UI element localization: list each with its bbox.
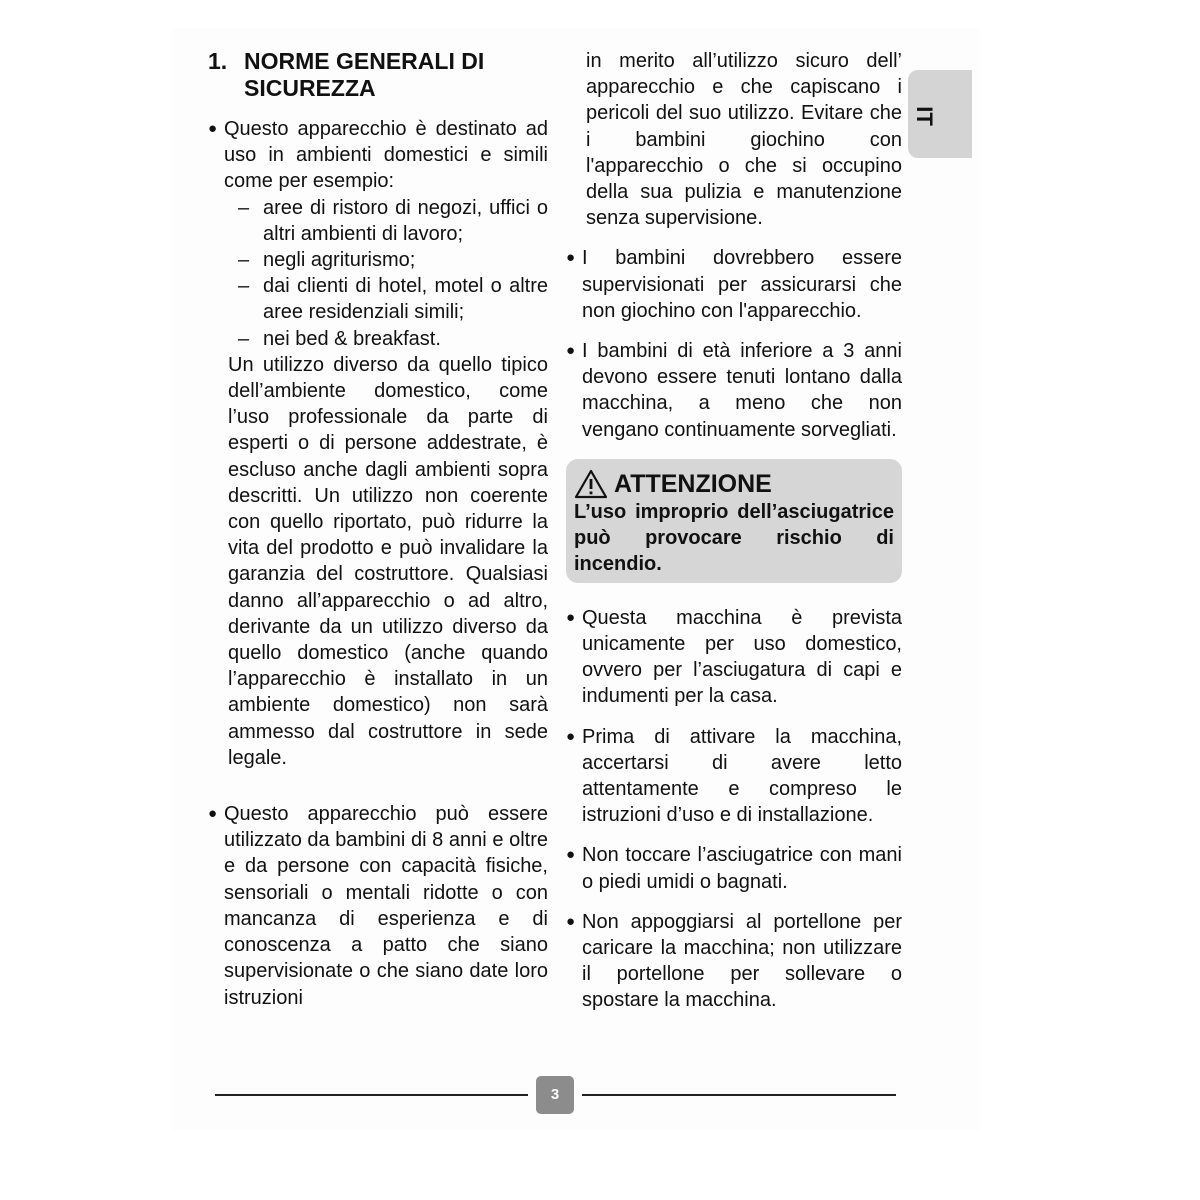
page-number: 3 bbox=[536, 1076, 574, 1114]
right-column bbox=[566, 48, 902, 1014]
warning-heading-text: ATTENZIONE bbox=[614, 469, 772, 498]
section-title bbox=[208, 48, 548, 102]
section-title-text: NORME GENERALI DI SICUREZZA bbox=[244, 48, 485, 101]
bullet-text: Questo apparecchio è destinato ad uso in ambienti domestici e simili come per esempio: bbox=[224, 118, 548, 193]
bullet-icon: ● bbox=[208, 120, 218, 137]
footer-rule-right bbox=[582, 1094, 896, 1096]
bullet-text: Non toccare l’asciugatrice con mani o piedi umidi o bagnati. bbox=[582, 844, 902, 893]
bullet-icon: ● bbox=[566, 249, 576, 267]
left-column bbox=[208, 48, 548, 1011]
bullet-icon: ● bbox=[566, 912, 576, 930]
section-number: 1. bbox=[208, 48, 228, 74]
language-tab-label: IT bbox=[912, 106, 937, 126]
list-item bbox=[566, 842, 902, 894]
list-item bbox=[566, 245, 902, 324]
body-paragraph: Un utilizzo diverso da quello tipico dell’ambiente domestico, come l’uso professionale da parte di esperti o di persone addestrate, è escluso anche dagli ambienti sopra descritti. Un utilizzo non coerente con quello riportato, può ridurre la vita del prodotto e può invalidare la garanzia del costruttore. Qualsiasi danno all’apparecchio o ad altro, derivante da un utilizzo diverso da quello domestico (anche quando l’apparecchio è installato in un ambiente domestico) non sarà ammesso dal costruttore in sede legale. bbox=[228, 353, 548, 769]
bullet-icon: ● bbox=[566, 727, 576, 745]
bullet-icon: ● bbox=[208, 805, 218, 823]
list-item bbox=[566, 909, 902, 1014]
dash-item: – negli agriturismo; bbox=[238, 247, 548, 273]
bullet-text: Questa macchina è prevista unicamente per uso domestico, ovvero per l’asciugatura di capi e indumenti per la casa. bbox=[582, 606, 902, 708]
dash-list bbox=[208, 195, 548, 352]
warning-triangle-icon bbox=[574, 469, 608, 499]
list-item bbox=[566, 605, 902, 710]
dash-icon: – bbox=[238, 275, 250, 298]
list-item bbox=[566, 724, 902, 829]
dash-icon: – bbox=[238, 249, 250, 272]
warning-box bbox=[566, 459, 902, 583]
warning-heading bbox=[574, 469, 894, 499]
dash-icon: – bbox=[238, 327, 250, 350]
list-item bbox=[208, 116, 548, 195]
bullet-text: Non appoggiarsi al portellone per caricare la macchina; non utilizzare il portellone per sollevare o spostare la macchina. bbox=[582, 910, 902, 1012]
bullet-icon: ● bbox=[566, 608, 576, 626]
bullet-text: I bambini dovrebbero essere supervisionati per assicurarsi che non giochino con l'apparecchio. bbox=[582, 247, 902, 322]
bullet-text: Prima di attivare la macchina, accertarsi di avere letto attentamente e compreso le istruzioni d’uso e di installazione. bbox=[582, 725, 902, 827]
bullet-icon: ● bbox=[566, 342, 576, 360]
dash-item: – dai clienti di hotel, motel o altre aree residenziali simili; bbox=[238, 273, 548, 325]
footer-rule-left bbox=[215, 1094, 528, 1096]
list-item bbox=[566, 338, 902, 443]
dash-item: – nei bed & breakfast. bbox=[238, 326, 548, 352]
continued-paragraph: in merito all’utilizzo sicuro dell’ apparecchio e che capiscano i pericoli del suo utilizzo. Evitare che i bambini giochino con l'apparecchio o che si occupino della sua pulizia e manutenzione senza supervisione. bbox=[586, 50, 902, 230]
dash-icon: – bbox=[238, 196, 250, 219]
bullet-text: Questo apparecchio può essere utilizzato da bambini di 8 anni e oltre e da persone con capacità fisiche, sensoriali o mentali ridotte o con mancanza di esperienza e di conoscenza a patto che siano supervisionate o che siano date loro istruzioni bbox=[224, 803, 548, 1009]
warning-text: L’uso improprio dell’asciugatrice può provocare rischio di incendio. bbox=[574, 500, 894, 575]
bullet-icon: ● bbox=[566, 846, 576, 864]
list-item bbox=[208, 801, 548, 1011]
dash-item: – aree di ristoro di negozi, uffici o altri ambienti di lavoro; bbox=[238, 195, 548, 247]
bullet-text: I bambini di età inferiore a 3 anni devono essere tenuti lontano dalla macchina, a meno che non vengano continuamente sorvegliati. bbox=[582, 340, 902, 441]
